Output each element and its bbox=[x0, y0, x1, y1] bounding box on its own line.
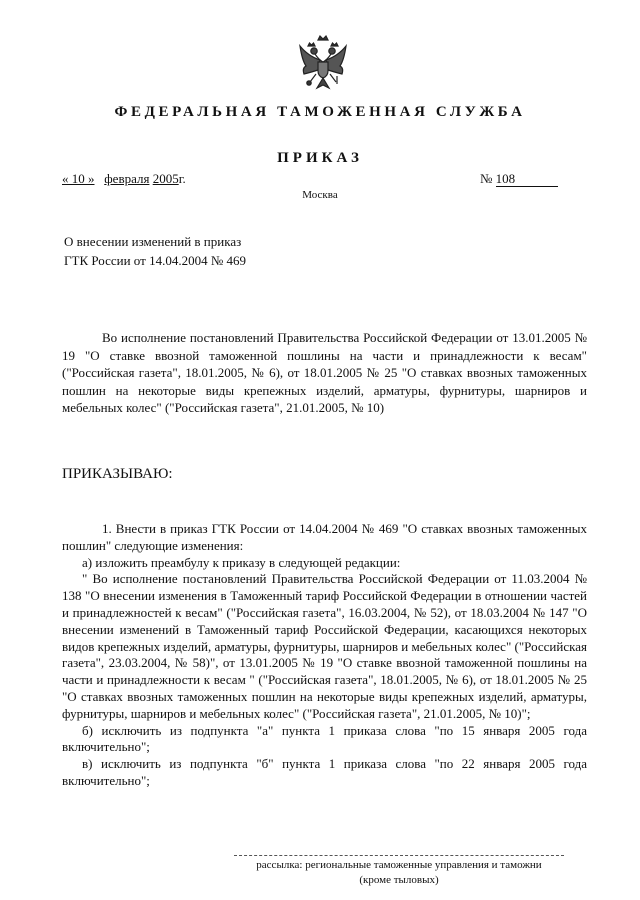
order-subitem-b: б) исключить из подпункта "а" пункта 1 приказа слова "по 15 января 2005 года включительно"; bbox=[62, 722, 587, 755]
mailing-list-line: рассылка: региональные таможенные управления и таможни bbox=[256, 859, 542, 871]
mailing-list bbox=[234, 858, 564, 888]
order-subject bbox=[64, 232, 246, 270]
order-number-value: 108 bbox=[496, 172, 558, 187]
order-subitem-v: в) исключить из подпункта "б" пункта 1 приказа слова "по 22 января 2005 года включительно"; bbox=[62, 756, 587, 788]
order-items bbox=[62, 521, 587, 790]
order-subject-line: О внесении изменений в приказ bbox=[64, 234, 242, 249]
footer-divider bbox=[234, 855, 564, 856]
order-date bbox=[62, 171, 186, 187]
preamble-paragraph: Во исполнение постановлений Правительства Российской Федерации от 13.01.2005 № 19 "О ставке ввозной таможенной пошлины на части и принадлежности к весам" ("Российская газета", 18.01.2005, № 6), от 18.01.2005 № 25 "О ставках ввозных таможенных пошлин на некоторые виды крепежных изделий, арматуры, фурнитуры, шарниров и мебельных колес" ("Российская газета", 21.01.2005, № 10) bbox=[62, 330, 587, 416]
order-item-1: 1. Внести в приказ ГТК России от 14.04.2004 № 469 "О ставках ввозных таможенных пошлин" следующие изменения: bbox=[62, 521, 587, 553]
mailing-list-line: (кроме тыловых) bbox=[359, 874, 439, 886]
agency-name: ФЕДЕРАЛЬНАЯ ТАМОЖЕННАЯ СЛУЖБА bbox=[114, 104, 526, 120]
order-subitem-a: а) изложить преамбулу к приказу в следующей редакции: bbox=[82, 554, 401, 570]
double-headed-eagle-emblem-icon bbox=[296, 34, 350, 96]
order-subject-line: ГТК России от 14.04.2004 № 469 bbox=[64, 253, 246, 268]
document-type-title: ПРИКАЗ bbox=[277, 150, 363, 166]
quoted-preamble: " Во исполнение постановлений Правительства Российской Федерации от 11.03.2004 № 138 "О внесении изменения в Таможенный тариф Российской Федерации в отношении частей и принадлежностей к весам" ("Российская газета", 16.03.2004, № 52), от 18.03.2004 № 147 "О внесении изменений в Таможенный тариф Российской Федерации, касающихся некоторых видов крепежных изделий, арматуры, фурнитуры, шарниров и мебельных колес" ("Российская газета", 23.03.2004, № 58)", от 13.01.2005 № 19 "О ставке ввозной таможенной пошлины на части и принадлежности к весам " ("Российская газета", 18.01.2005, № 6), от 18.01.2005 № 25 "О ставках ввозных таможенных пошлин на некоторые виды крепежных изделий, арматуры, фурнитуры, шарниров и мебельных колес" ("Российская газета", 21.01.2005, № 10)"; bbox=[62, 571, 587, 721]
order-date-suffix: г. bbox=[178, 171, 186, 186]
order-date-year: 2005 bbox=[152, 171, 179, 186]
order-date-month: февраля bbox=[104, 171, 150, 186]
order-number-prefix: № bbox=[480, 171, 493, 186]
order-directive-heading: ПРИКАЗЫВАЮ: bbox=[62, 466, 173, 482]
order-number bbox=[480, 171, 558, 187]
city-label: Москва bbox=[302, 189, 338, 201]
order-date-day: « 10 » bbox=[62, 171, 95, 186]
